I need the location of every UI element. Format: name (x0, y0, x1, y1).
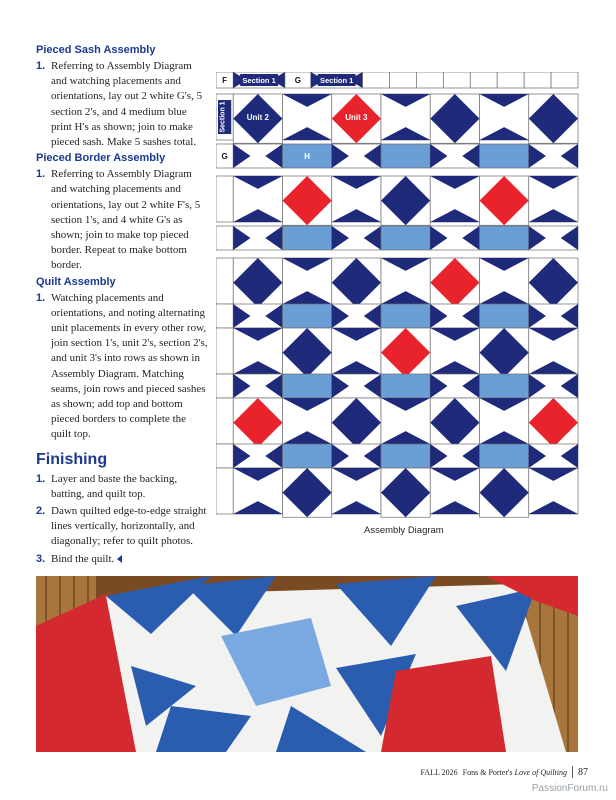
instruction-step (36, 472, 208, 502)
label-section-1: Section 1 (319, 76, 354, 85)
row-side-strip (216, 258, 233, 304)
piece-h (381, 304, 430, 328)
step-text: Layer and baste the backing, batting, and quilt top. (51, 472, 178, 500)
border-cell (389, 72, 416, 88)
border-cell (497, 72, 524, 88)
step-number: 3. (36, 552, 46, 565)
label-h: H (304, 152, 311, 161)
row-side-strip (216, 176, 233, 222)
row-side-strip (216, 328, 233, 374)
piece-h (479, 444, 528, 468)
section-finishing (36, 451, 208, 567)
piece-h (381, 226, 430, 250)
magazine-name-italic: Love of Quilting (514, 767, 567, 777)
piece-h (282, 374, 331, 398)
quilt-photo-illustration (36, 576, 578, 752)
step-text: Watching placements and orientations, and noting alternating unit placements in every other row, join section 1's, unit 2's, section 2's, and unit 3's into rows as shown in Assembly Diagram. Matching seams, join rows and pieced sashes as shown; add top and bottom pieced borders to complete the quilt top. (51, 291, 208, 441)
border-cell (551, 72, 578, 88)
label-sect-2: Sect. 2 (295, 115, 319, 122)
step-text: Referring to Assembly Diagram and watching placements and orientations, lay out 2 white F's, 5 section 1's, and 4 white G's as shown; join to make top pieced border. Repeat to make bottom border. (51, 168, 201, 272)
label-section-1: Section 1 (242, 76, 276, 85)
instruction-step (36, 291, 208, 443)
step-number: 2. (36, 505, 46, 518)
finishing-heading: Finishing (36, 450, 108, 468)
piece-h (479, 144, 528, 168)
label-g: G (294, 76, 301, 85)
section-heading: Pieced Sash Assembly (36, 44, 156, 56)
piece-h (381, 144, 430, 168)
sash-g (216, 374, 233, 398)
piece-h (282, 444, 331, 468)
instruction-step (36, 59, 208, 150)
step-text: Bind the quilt. (51, 552, 115, 565)
page-footer (421, 766, 588, 778)
step-number: 1. (36, 291, 46, 304)
step-text: Dawn quilted edge-to-edge straight lines vertically, horizontally, and diagonally; refer to quilt photos. (51, 505, 207, 548)
piece-h (381, 444, 430, 468)
watermark: PassionForum.ru (531, 783, 608, 794)
label-f: F (222, 76, 228, 85)
diagram-caption: Assembly Diagram (364, 525, 444, 536)
border-cell (470, 72, 497, 88)
sash-g (216, 304, 233, 328)
instructions-column (36, 44, 208, 569)
label-unit-2: Unit 2 (246, 113, 269, 122)
border-cell (524, 72, 551, 88)
section-pieced-sash (36, 44, 208, 150)
piece-h (282, 226, 331, 250)
piece-h (479, 226, 528, 250)
label-g: G (221, 152, 228, 161)
footer-divider (572, 766, 573, 778)
instruction-step (36, 504, 208, 550)
sash-g (216, 444, 233, 468)
piece-h (479, 374, 528, 398)
step-text: Referring to Assembly Diagram and watching placements and orientations, lay out 2 white G's, 5 section 2's, and 4 medium blue print H's as shown; join to make pieced sash. Make 5 sashes total. (51, 60, 203, 149)
step-number: 1. (36, 472, 46, 485)
section-heading: Pieced Border Assembly (36, 152, 166, 165)
border-cell (443, 72, 470, 88)
end-mark-icon (117, 555, 122, 563)
label-section-1-vertical: Section 1 (219, 101, 227, 133)
instruction-step (36, 167, 208, 273)
instruction-step (36, 552, 208, 567)
section-quilt-assembly (36, 276, 208, 443)
step-number: 1. (36, 60, 46, 72)
section-pieced-border (36, 152, 208, 273)
label-unit-3: Unit 3 (345, 113, 368, 122)
quilt-photo (36, 576, 578, 752)
border-cell (363, 72, 390, 88)
section-heading: Quilt Assembly (36, 275, 116, 288)
magazine-name: Fons & Porter's (462, 767, 513, 777)
page-number: 87 (578, 766, 588, 778)
step-number: 1. (36, 168, 46, 181)
piece-h (479, 304, 528, 328)
border-cell (416, 72, 443, 88)
row-side-strip (216, 398, 233, 444)
sash-g (216, 226, 233, 250)
piece-h (381, 374, 430, 398)
assembly-diagram (216, 72, 580, 522)
row-side-strip (216, 468, 233, 514)
issue-label: FALL 2026 (420, 767, 458, 777)
piece-h (282, 304, 331, 328)
